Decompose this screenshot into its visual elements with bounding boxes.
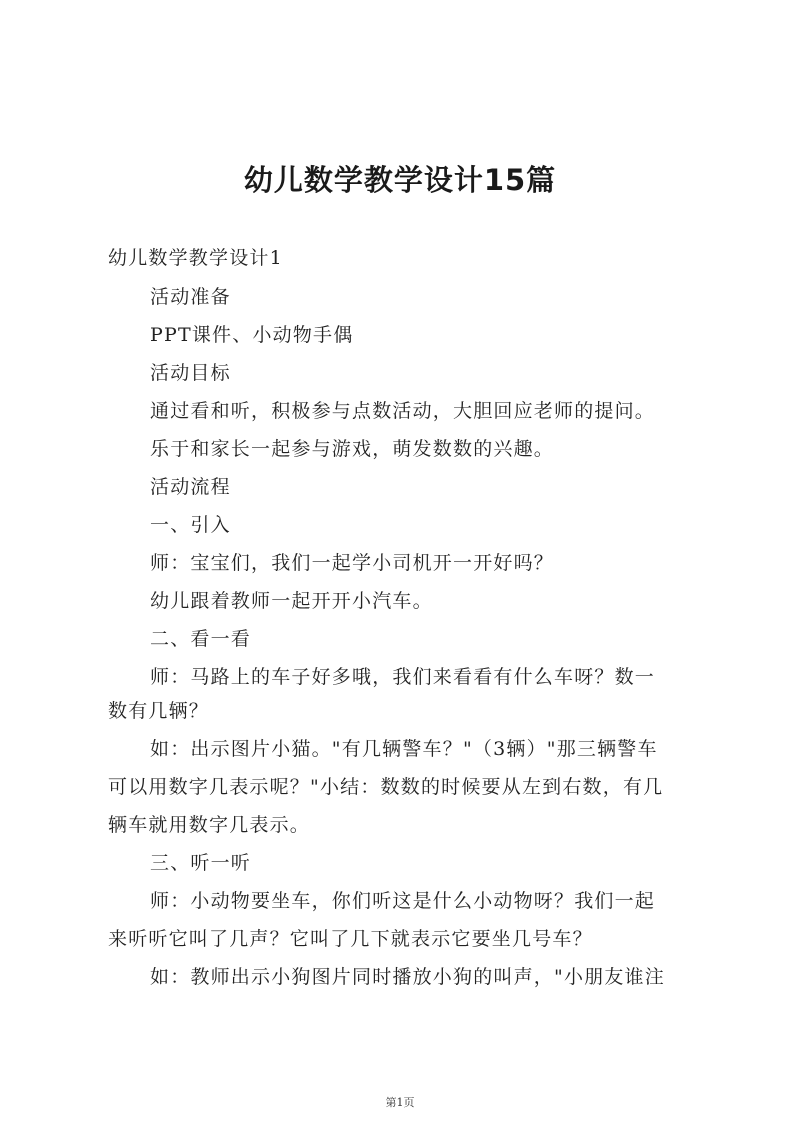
- paragraph-line: 乐于和家长一起参与游戏，萌发数数的兴趣。: [150, 438, 555, 460]
- paragraph-line: 通过看和听，积极参与点数活动，大胆回应老师的提问。: [150, 400, 656, 422]
- paragraph-line: 一、引入: [150, 514, 231, 536]
- paragraph-line: 可以用数字几表示呢？"小结：数数的时候要从左到右数，有几: [108, 776, 664, 798]
- paragraph-line: 如：教师出示小狗图片同时播放小狗的叫声，"小朋友谁注: [150, 966, 665, 988]
- paragraph-line: 数有几辆？: [108, 700, 210, 722]
- document-title: 幼儿数学教学设计15篇: [243, 163, 557, 197]
- paragraph-line: 活动准备: [150, 286, 231, 308]
- paragraph-line: 二、看一看: [150, 628, 252, 650]
- paragraph-line: 三、听一听: [150, 852, 252, 874]
- paragraph-line: PPT课件、小动物手偶: [150, 324, 354, 346]
- paragraph-line: 来听听它叫了几声？它叫了几下就表示它要坐几号车？: [108, 928, 593, 950]
- paragraph-line: 幼儿跟着教师一起开开小汽车。: [150, 590, 433, 612]
- paragraph-line: 师：马路上的车子好多哦，我们来看看有什么车呀？数一: [150, 666, 656, 688]
- paragraph-line: 师：宝宝们，我们一起学小司机开一开好吗？: [150, 552, 555, 574]
- paragraph-line: 师：小动物要坐车，你们听这是什么小动物呀？我们一起: [150, 890, 656, 912]
- paragraph-line: 辆车就用数字几表示。: [108, 814, 311, 836]
- paragraph-line: 活动目标: [150, 362, 231, 384]
- page-number: 第1页: [385, 1096, 415, 1109]
- section-heading: 幼儿数学教学设计1: [108, 247, 283, 269]
- paragraph-line: 如：出示图片小猫。"有几辆警车？"（3辆）"那三辆警车: [150, 738, 658, 760]
- paragraph-line: 活动流程: [150, 476, 231, 498]
